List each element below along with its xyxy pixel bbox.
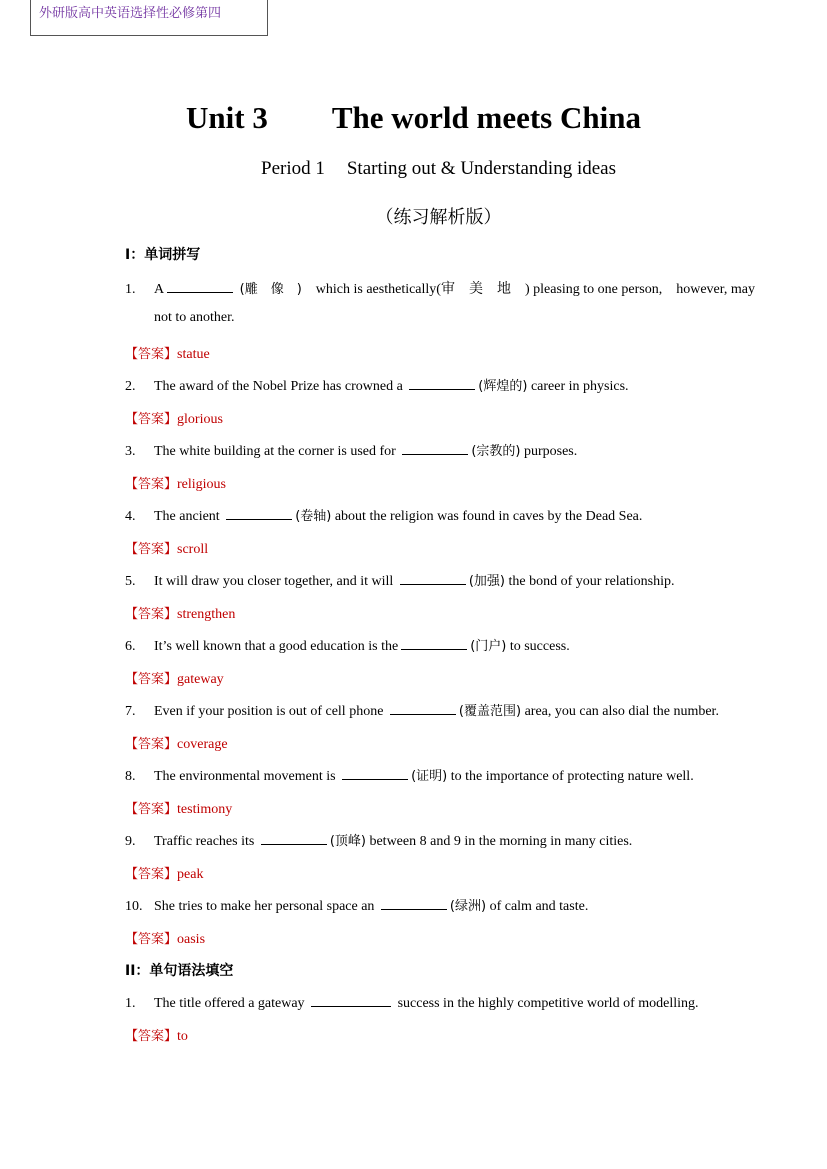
answer-blank <box>409 376 475 390</box>
answer-blank <box>402 441 468 455</box>
answer-line: 【答案】coverage <box>125 737 228 752</box>
version-label: （练习解析版） <box>375 207 502 228</box>
answer-line: 【答案】strengthen <box>125 607 236 622</box>
question-continuation: not to another. <box>154 310 235 325</box>
answer-line: 【答案】testimony <box>125 802 233 817</box>
question-item: 2. The award of the Nobel Prize has crowned a (辉煌的) career in physics. <box>125 375 629 395</box>
question-item: 1. The title offered a gateway success in the highly competitive world of modelling. <box>125 993 699 1012</box>
period-topic: Starting out & Understanding ideas <box>346 158 616 179</box>
answer-line: 【答案】religious <box>125 477 227 492</box>
answer-blank <box>390 701 456 715</box>
answer-blank <box>400 571 466 585</box>
question-item: 3. The white building at the corner is used for (宗教的) purposes. <box>125 440 577 460</box>
answer-blank <box>381 896 447 910</box>
answer-line: 【答案】to <box>125 1029 188 1044</box>
answer-blank <box>401 636 467 650</box>
question-item: 7. Even if your position is out of cell phone (覆盖范围) area, you can also dial the number. <box>125 700 719 720</box>
answer-blank <box>342 766 408 780</box>
answer-line: 【答案】gateway <box>125 672 224 687</box>
answer-line: 【答案】peak <box>125 867 204 882</box>
section-heading-vocabulary: I：单词拼写 <box>125 247 201 263</box>
answer-line: 【答案】glorious <box>125 412 223 427</box>
answer-line: 【答案】oasis <box>125 932 206 947</box>
question-item: 5. It will draw you closer together, and it will (加强) the bond of your relationship. <box>125 570 675 590</box>
question-item: 6. It’s well known that a good education is the (门户) to success. <box>125 635 570 655</box>
section-heading-grammar: II：单句语法填空 <box>125 963 234 979</box>
question-item: 4. The ancient (卷轴) about the religion was found in caves by the Dead Sea. <box>125 505 642 525</box>
answer-line: 【答案】scroll <box>125 542 209 557</box>
answer-blank <box>261 831 327 845</box>
question-item: 9. Traffic reaches its (顶峰) between 8 and 9 in the morning in many cities. <box>125 830 632 850</box>
question-item: 8. The environmental movement is (证明) to the importance of protecting nature well. <box>125 765 694 785</box>
answer-blank <box>167 279 233 293</box>
page-subtitle <box>0 158 827 180</box>
document-header-label: 外研版高中英语选择性必修第四 <box>30 0 268 36</box>
period-label: Period 1 <box>261 158 325 179</box>
unit-number: Unit 3 <box>186 100 268 135</box>
unit-name: The world meets China <box>331 100 641 135</box>
page-title <box>0 100 827 136</box>
question-item: 1. A (雕 像 ) which is aesthetically(审 美 地 ) pleasing to one person, however, may <box>125 278 755 298</box>
question-item: 10. She tries to make her personal space an (绿洲) of calm and taste. <box>125 895 588 915</box>
answer-blank <box>226 506 292 520</box>
answer-line: 【答案】statue <box>125 347 210 362</box>
answer-blank <box>311 993 391 1007</box>
